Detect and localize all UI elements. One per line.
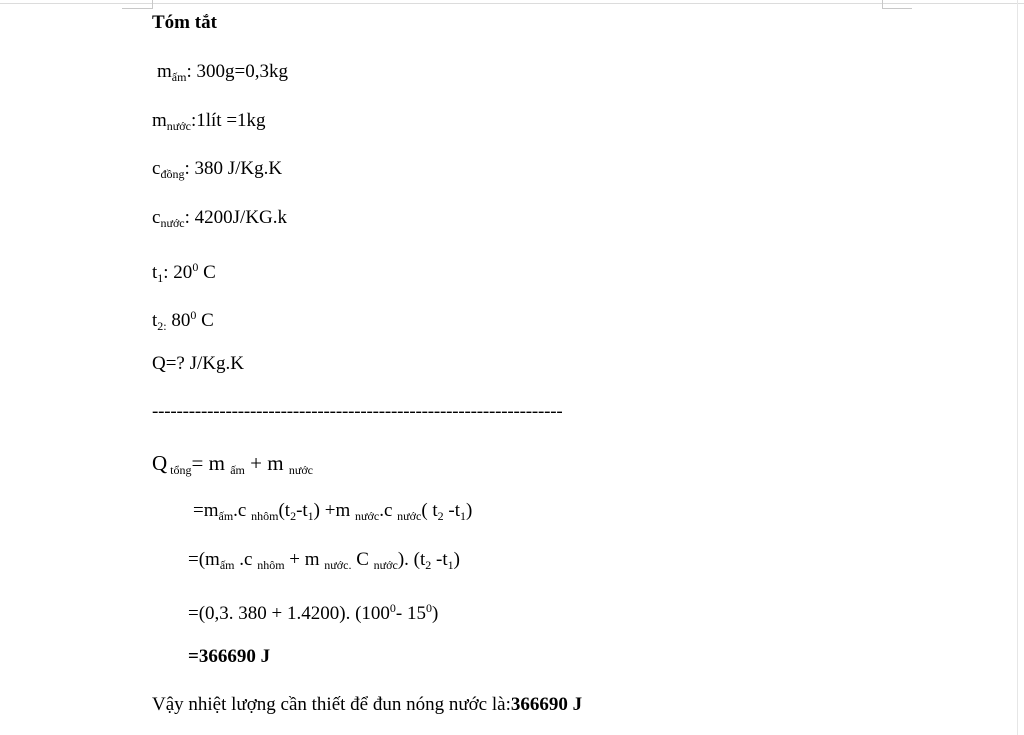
given-heat-copper: $c_{đồng}$: 380 J/Kg.K: [152, 158, 283, 181]
divider-line: -------------------------------------------------------------------: [152, 401, 563, 422]
formula-expanded: $=m_{ấm}.c$ $_{nhôm}(t_2-t_1) +m$ $_{nước}$.c $_{nước}$( $t_2$ $-t_1$): [193, 500, 473, 523]
given-temp-t2: $t_{2:}$ $80^0$ C: [152, 308, 214, 333]
margin-corner-right: [882, 8, 912, 9]
given-temp-t1: $t_1$: $20^0$ C: [152, 260, 216, 285]
formula-factored: $=(m_{ấm}$ .c $_{nhôm}$ + m $_{nước.}$ C $_{nước}$). ($t_2$ $-t_1$): [188, 549, 460, 572]
formula-total: Q $_{tổng}$= m $_{ấm}$ + m $_{nước}$: [152, 451, 313, 477]
unknown-heat: Q=? J/Kg.K: [152, 353, 244, 374]
given-mass-water: $m_{nước}:1lít =1kg$: [152, 110, 266, 133]
conclusion: Vậy nhiệt lượng cần thiết để đun nóng nước là:366690 J: [152, 694, 583, 715]
page-top-border: [0, 3, 1024, 4]
formula-numeric: =(0,3. 380 + 1.4200). ($100^0-$ $15^0$): [188, 601, 439, 624]
summary-title: Tóm tắt: [152, 12, 217, 33]
margin-corner-left-tick: [152, 0, 153, 9]
margin-corner-left: [122, 8, 152, 9]
window-right-edge: [1017, 0, 1018, 735]
given-heat-water: $c_{nước}$: 4200J/KG.k: [152, 207, 288, 230]
given-mass-kettle: $m_{ấm}$: 300g=0,3kg: [157, 61, 288, 84]
formula-result: =366690 J: [188, 646, 271, 667]
margin-corner-right-tick: [882, 0, 883, 9]
